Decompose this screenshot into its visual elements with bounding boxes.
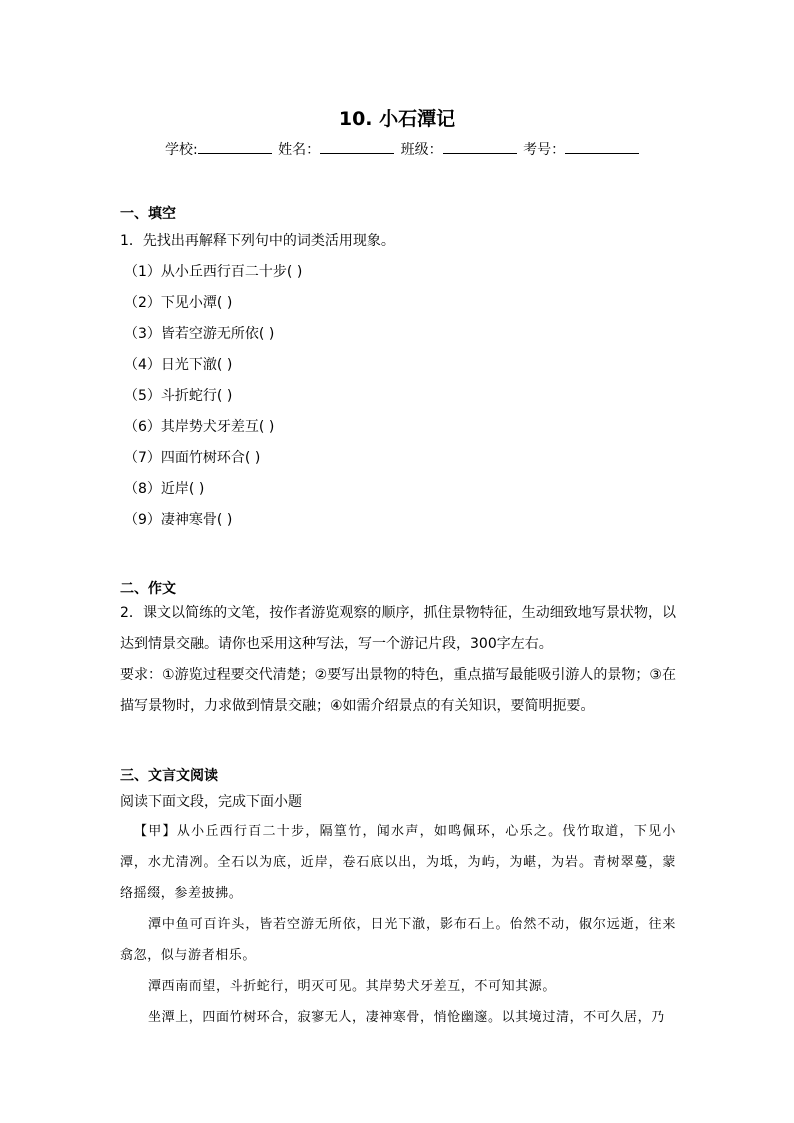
passage-paragraph: 坐潭上，四面竹树环合，寂寥无人，凄神寒骨，悄怆幽邃。以其境过清，不可久居，乃 <box>148 1010 665 1025</box>
question-1-item: （9）凄神寒骨( ) <box>124 512 233 528</box>
classical-passage <box>120 816 676 1033</box>
question-2: 2．课文以简练的文笔，按作者游览观察的顺序，抓住景物特征，生动细致地写景状物，以达到情景交融。请你也采用这种写法，写一个游记片段，300字左右。 <box>120 605 676 652</box>
question-2-requirement: 要求：①游览过程要交代清楚；②要写出景物的特色，重点描写最能吸引游人的景物；③在描写景物时，力求做到情景交融；④如需介绍景点的有关知识，要简明扼要。 <box>120 667 676 714</box>
class-blank[interactable] <box>443 140 517 154</box>
passage-paragraph: 【甲】从小丘西行百二十步，隔篁竹，闻水声，如鸣佩环，心乐之。伐竹取道，下见小潭，水尤清冽。全石以为底，近岸，卷石底以出，为坻，为屿，为嵁，为岩。青树翠蔓，蒙络摇缀，参差披拂。 <box>120 824 676 901</box>
question-1: 1．先找出再解释下列句中的词类活用现象。 <box>120 233 395 249</box>
question-1-item: （2）下见小潭( ) <box>124 295 233 311</box>
name-label: 姓名： <box>278 142 321 158</box>
page-title: 10. 小石潭记 <box>338 108 456 130</box>
question-1-item: （4）日光下澈( ) <box>124 357 233 373</box>
question-1-item: （7）四面竹树环合( ) <box>124 450 261 466</box>
passage-paragraph: 潭西南而望，斗折蛇行，明灭可见。其岸势犬牙差互，不可知其源。 <box>148 979 557 994</box>
question-1-item: （3）皆若空游无所依( ) <box>124 326 275 342</box>
section-heading-fill-blank: 一、填空 <box>120 206 176 222</box>
class-label: 班级： <box>400 142 443 158</box>
exam-number-blank[interactable] <box>565 140 639 154</box>
question-1-item: （6）其岸势犬牙差互( ) <box>124 419 275 435</box>
question-1-item: （5）斗折蛇行( ) <box>124 388 233 404</box>
section-heading-classical-reading: 三、文言文阅读 <box>120 768 218 784</box>
exam-number-label: 考号： <box>523 142 566 158</box>
question-1-item: （8）近岸( ) <box>124 481 205 497</box>
section-heading-composition: 二、作文 <box>120 581 176 597</box>
name-blank[interactable] <box>320 140 394 154</box>
reading-instruction: 阅读下面文段，完成下面小题 <box>120 794 302 810</box>
student-info-line <box>165 139 641 159</box>
question-1-item: （1）从小丘西行百二十步( ) <box>124 264 303 280</box>
school-blank[interactable] <box>198 140 272 154</box>
school-label: 学校: <box>165 142 198 158</box>
passage-paragraph: 潭中鱼可百许头，皆若空游无所依，日光下澈，影布石上。佁然不动，俶尔远逝，往来翕忽，似与游者相乐。 <box>120 917 676 963</box>
